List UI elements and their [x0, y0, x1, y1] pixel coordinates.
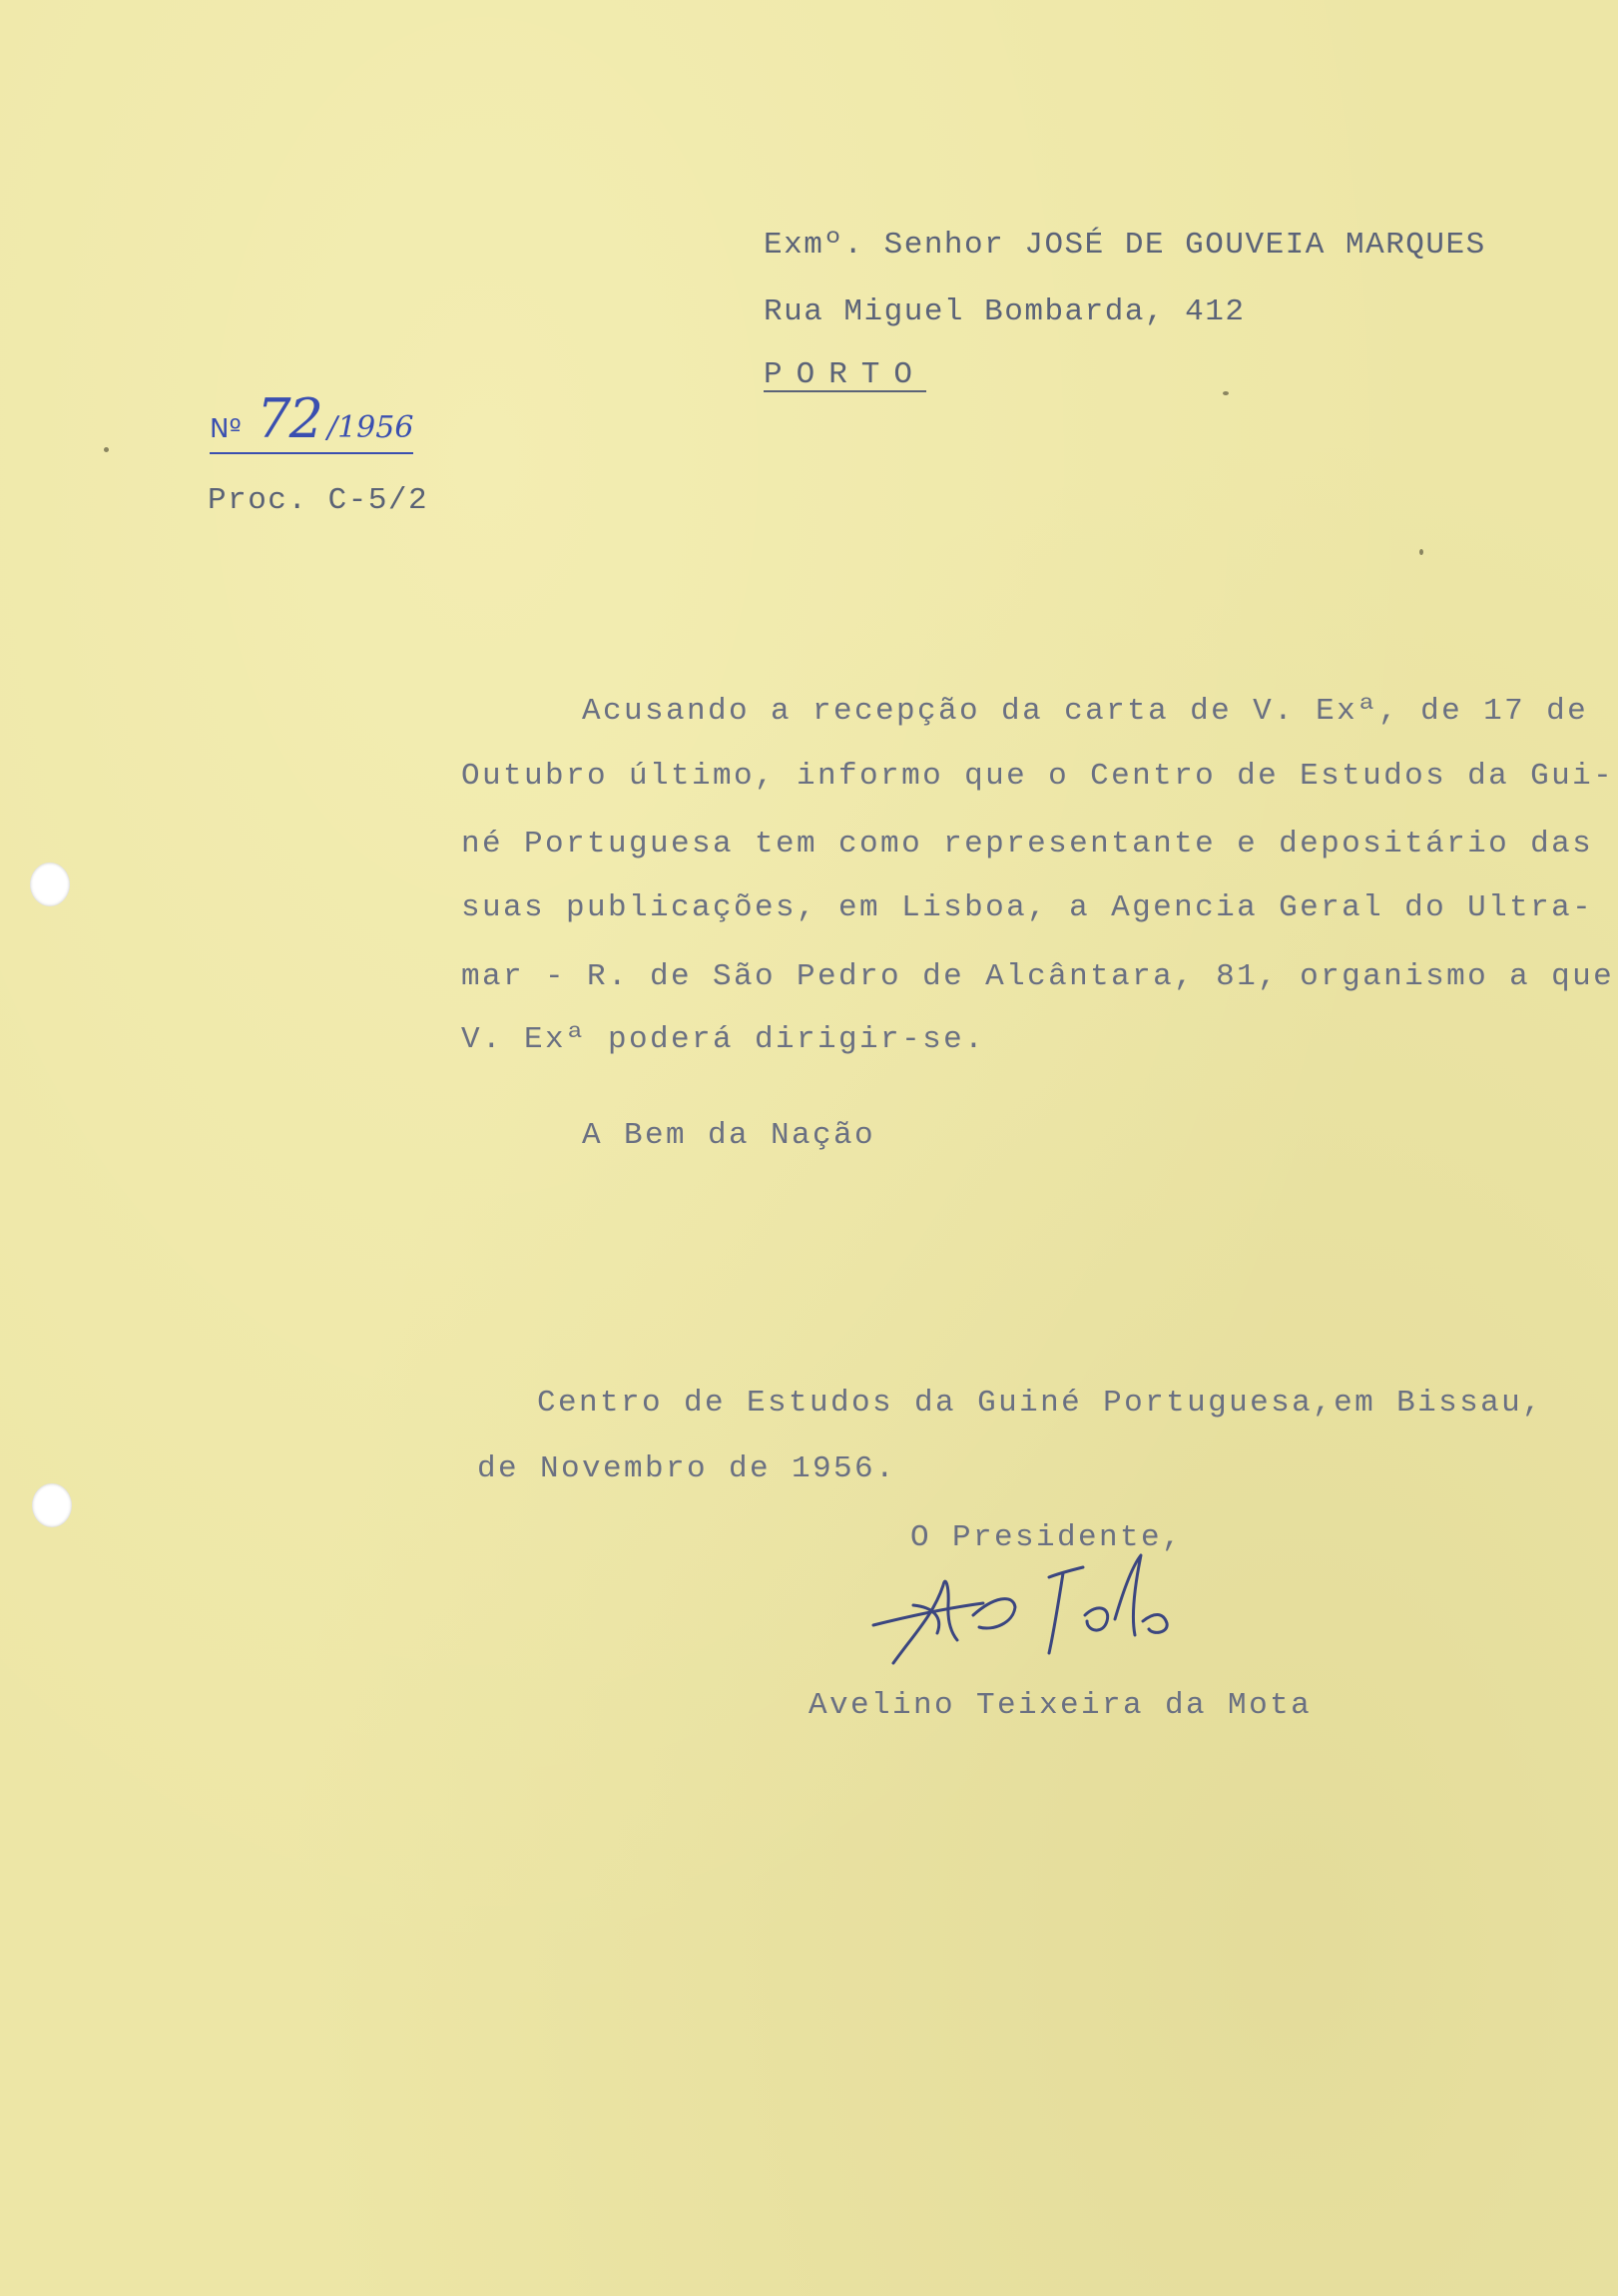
reference-year: /1956: [326, 410, 414, 445]
body-line-3: né Portuguesa tem como representante e depositário das: [461, 827, 1594, 861]
body-line-1: Acusando a recepção da carta de V. Exª, de 17 de: [582, 694, 1589, 729]
paper-speck: [104, 447, 109, 452]
punch-hole-top: [30, 862, 70, 906]
body-line-5: mar - R. de São Pedro de Alcântara, 81, organismo a que: [461, 959, 1615, 994]
recipient-city: PORTO: [764, 357, 927, 392]
signature-handwritten: [853, 1545, 1213, 1675]
closing-place-line-2: de Novembro de 1956.: [477, 1451, 897, 1486]
paper-speck: [1419, 549, 1423, 555]
recipient-line-2: Rua Miguel Bombarda, 412: [764, 294, 1246, 329]
reference-number: [210, 387, 413, 454]
paper-speck: [1223, 391, 1229, 395]
body-line-6: V. Exª poderá dirigir-se.: [461, 1022, 986, 1057]
reference-prefix: Nº: [210, 414, 242, 444]
closing-place-line-1: Centro de Estudos da Guiné Portuguesa,em Bissau,: [537, 1386, 1544, 1421]
body-line-2: Outubro último, informo que o Centro de Estudos da Gui-: [461, 759, 1615, 794]
closing-role: O Presidente,: [910, 1520, 1184, 1555]
body-line-4: suas publicações, em Lisboa, a Agencia Geral do Ultra-: [461, 890, 1594, 925]
salutation: A Bem da Nação: [582, 1118, 876, 1153]
process-reference: Proc. C-5/2: [208, 483, 429, 518]
punch-hole-bottom: [32, 1483, 72, 1527]
recipient-line-1: Exmº. Senhor JOSÉ DE GOUVEIA MARQUES: [764, 228, 1486, 263]
reference-number-handwritten: 72: [257, 387, 321, 450]
signatory-name: Avelino Teixeira da Mota: [809, 1688, 1313, 1723]
